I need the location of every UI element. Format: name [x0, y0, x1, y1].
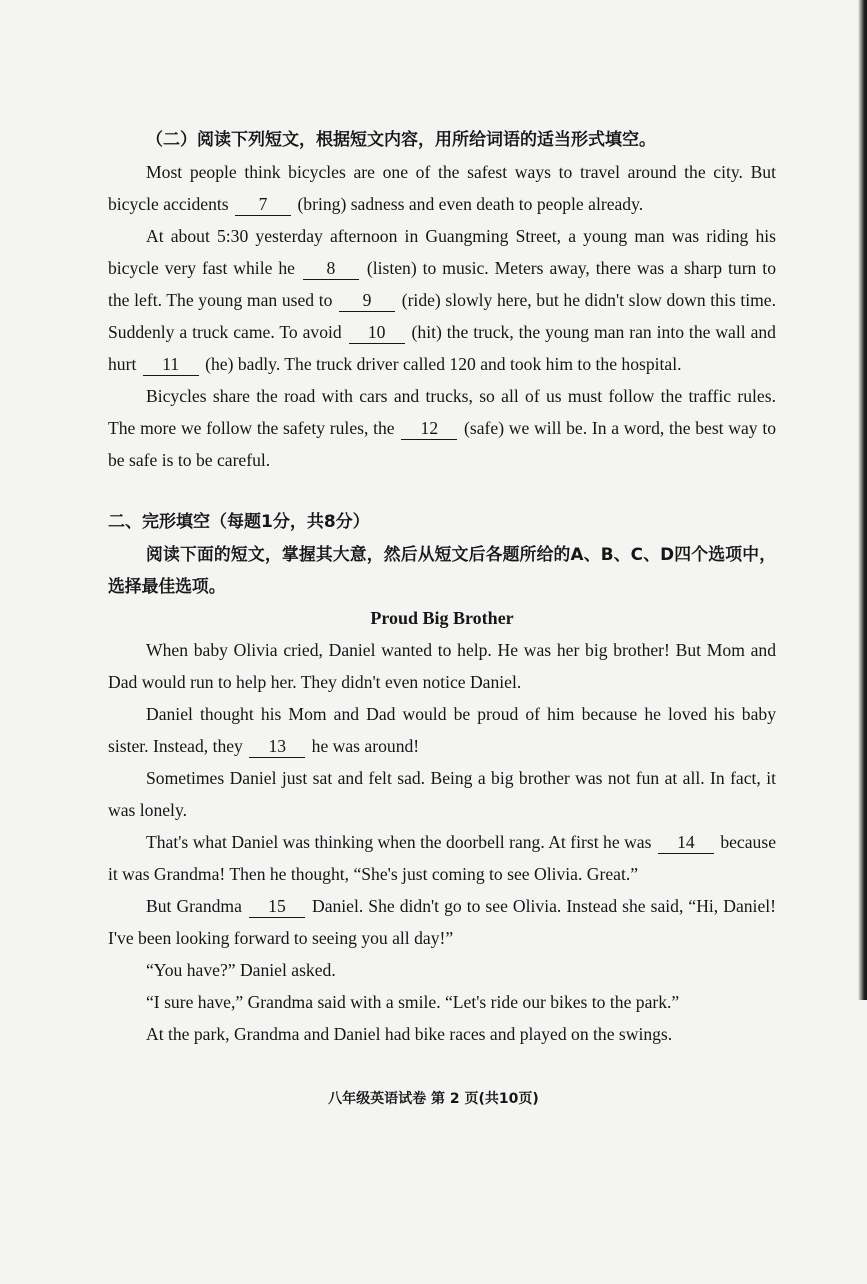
paragraph — [108, 826, 776, 890]
passage-text: Most people think bicycles are one of the safest ways to travel around the city. But bicycle accidents — [108, 162, 776, 214]
part2-passage — [108, 156, 776, 476]
blank-7[interactable]: 7 — [235, 193, 291, 216]
passage-text: When baby Olivia cried, Daniel wanted to help. He was her big brother! But Mom and Dad would run to help her. They didn't even notice Daniel. — [108, 640, 776, 692]
passage-text: Daniel thought his Mom and Dad would be proud of him because he loved his baby sister. Instead, they — [108, 704, 776, 756]
paragraph — [108, 698, 776, 762]
blank-14[interactable]: 14 — [658, 831, 714, 854]
blank-15[interactable]: 15 — [249, 895, 305, 918]
paragraph — [108, 954, 776, 986]
paragraph — [108, 1018, 776, 1050]
paragraph — [108, 220, 776, 380]
blank-10[interactable]: 10 — [349, 321, 405, 344]
section2-heading: 二、完形填空（每题1分，共8分） — [108, 512, 370, 532]
paragraph — [108, 890, 776, 954]
blank-13[interactable]: 13 — [249, 735, 305, 758]
exam-page-content — [108, 124, 776, 1050]
blank-11[interactable]: 11 — [143, 353, 199, 376]
paragraph — [108, 762, 776, 826]
passage-text: Sometimes Daniel just sat and felt sad. Being a big brother was not fun at all. In fact, it was lonely. — [108, 768, 776, 820]
paragraph — [108, 380, 776, 476]
passage-text: he was around! — [307, 736, 420, 756]
passage-text: At about 5:30 yesterday afternoon in Guangming Street, a young man was riding his bicycle very fast while he — [108, 226, 776, 278]
blank-12[interactable]: 12 — [401, 417, 457, 440]
blank-8[interactable]: 8 — [303, 257, 359, 280]
blank-9[interactable]: 9 — [339, 289, 395, 312]
passage-text: “You have?” Daniel asked. — [146, 960, 336, 980]
passage-text: (safe) we will be. In a word, the best way to be safe is to be careful. — [108, 418, 777, 470]
passage-text: because it was Grandma! Then he thought, “She's just coming to see Olivia. Great.” — [108, 832, 777, 884]
story-title: Proud Big Brother — [370, 608, 514, 628]
passage-text: (hit) the truck, the young man ran into the wall and hurt — [108, 322, 776, 374]
paragraph — [108, 986, 776, 1018]
passage-text: But Grandma — [146, 896, 247, 916]
section2-instruction: 阅读下面的短文，掌握其大意，然后从短文后各题所给的A、B、C、D四个选项中，选择最佳选项。 — [108, 544, 776, 596]
page-footer: 八年级英语试卷 第 2 页(共10页) — [328, 1091, 539, 1107]
passage-text: Bicycles share the road with cars and trucks, so all of us must follow the traffic rules. The more we follow the safety rules, the — [108, 386, 776, 438]
paragraph — [108, 156, 776, 220]
passage-text: (bring) sadness and even death to people already. — [293, 194, 644, 214]
passage-text: (ride) slowly here, but he didn't slow down this time. Suddenly a truck came. To avoid — [108, 290, 777, 342]
passage-text: At the park, Grandma and Daniel had bike races and played on the swings. — [146, 1024, 673, 1044]
passage-text: Daniel. She didn't go to see Olivia. Instead she said, “Hi, Daniel! I've been looking forward to seeing you all day!” — [108, 896, 776, 948]
page-edge-shadow — [858, 0, 867, 1000]
passage-text: “I sure have,” Grandma said with a smile. “Let's ride our bikes to the park.” — [146, 992, 680, 1012]
part2-heading: （二）阅读下列短文，根据短文内容，用所给词语的适当形式填空。 — [146, 130, 656, 150]
passage-text: That's what Daniel was thinking when the doorbell rang. At first he was — [146, 832, 656, 852]
paragraph — [108, 634, 776, 698]
cloze-passage — [108, 634, 776, 1050]
passage-text: (he) badly. The truck driver called 120 and took him to the hospital. — [200, 354, 682, 374]
passage-text: (listen) to music. Meters away, there was a sharp turn to the left. The young man used to — [108, 258, 776, 310]
